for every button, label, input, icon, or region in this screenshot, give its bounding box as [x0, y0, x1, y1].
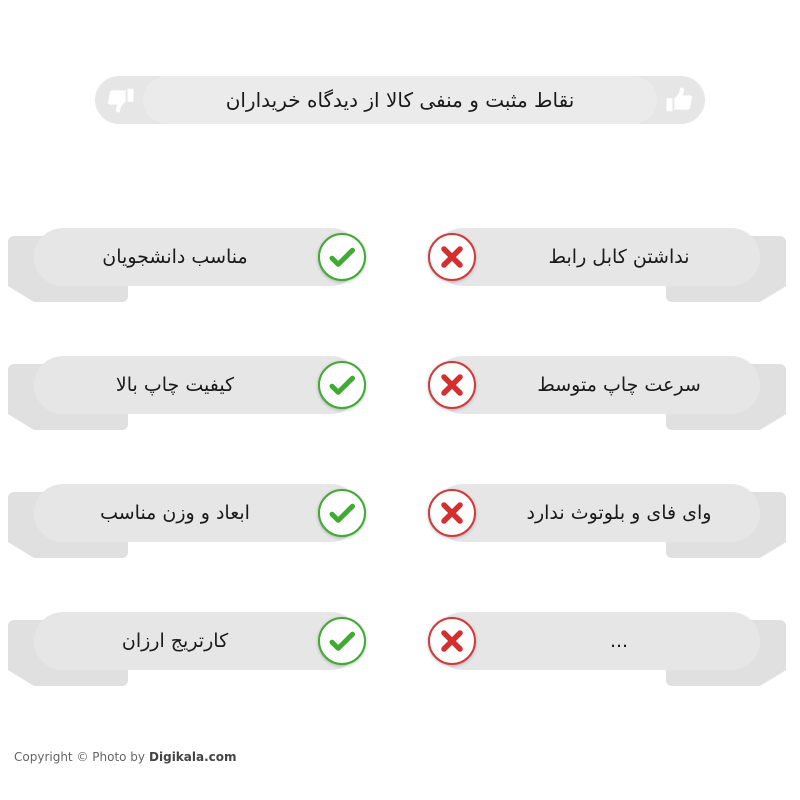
- con-label: سرعت چاپ متوسط: [537, 374, 701, 396]
- pro-pill: [34, 228, 360, 286]
- pros-cons-grid: [0, 228, 800, 740]
- con-item: [434, 612, 760, 676]
- cross-circle-icon: [428, 489, 476, 537]
- pro-pill: [34, 484, 360, 542]
- con-pill: [434, 612, 760, 670]
- pro-label: کیفیت چاپ بالا: [115, 374, 235, 396]
- cross-circle-icon: [428, 233, 476, 281]
- pro-item: [34, 356, 360, 420]
- pro-item: [34, 484, 360, 548]
- con-item: [434, 228, 760, 292]
- list-row: [0, 356, 800, 484]
- con-label: نداشتن کابل رابط: [548, 246, 690, 268]
- thumbs-down-icon: [105, 86, 135, 114]
- list-row: [0, 228, 800, 356]
- check-circle-icon: [318, 489, 366, 537]
- con-label: وای فای و بلوتوث ندارد: [526, 502, 712, 524]
- copyright-notice: [14, 750, 237, 764]
- pro-pill: [34, 612, 360, 670]
- brand-name: Digikala.com: [149, 750, 237, 764]
- list-row: [0, 484, 800, 612]
- con-pill: [434, 356, 760, 414]
- header-banner: [95, 76, 705, 124]
- cross-circle-icon: [428, 361, 476, 409]
- check-circle-icon: [318, 233, 366, 281]
- list-row: [0, 612, 800, 740]
- con-item: [434, 484, 760, 548]
- con-pill: [434, 484, 760, 542]
- page-title: نقاط مثبت و منفی کالا از دیدگاه خریداران: [225, 88, 575, 112]
- pro-item: [34, 612, 360, 676]
- pro-label: مناسب دانشجویان: [102, 246, 248, 268]
- check-circle-icon: [318, 361, 366, 409]
- cross-circle-icon: [428, 617, 476, 665]
- con-label: ...: [609, 630, 629, 652]
- pro-item: [34, 228, 360, 292]
- copyright-text: Copyright © Photo by: [14, 750, 146, 764]
- check-circle-icon: [318, 617, 366, 665]
- con-item: [434, 356, 760, 420]
- pro-label: ابعاد و وزن مناسب: [100, 502, 250, 524]
- pro-label: کارتریج ارزان: [121, 630, 229, 652]
- pro-pill: [34, 356, 360, 414]
- con-pill: [434, 228, 760, 286]
- thumbs-up-icon: [665, 86, 695, 114]
